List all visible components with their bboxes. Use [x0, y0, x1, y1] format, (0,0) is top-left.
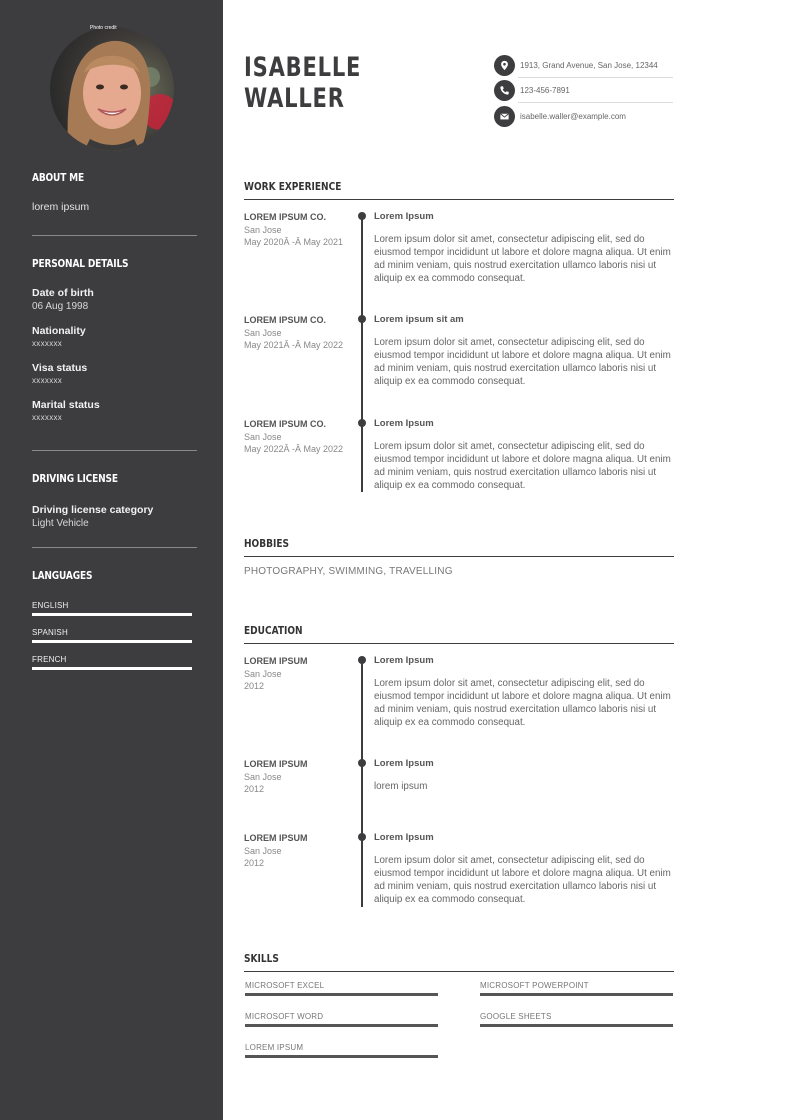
photo-credit: Photo credit [90, 25, 117, 31]
school-location: San Jose [244, 772, 282, 782]
language-level-bar [32, 613, 192, 616]
degree-title: Lorem Ipsum [374, 758, 434, 769]
work-entry-body [374, 314, 674, 388]
company-name: LOREM IPSUM CO. [244, 419, 327, 429]
school-location: San Jose [244, 846, 282, 856]
skill-name: MICROSOFT WORD [245, 1012, 324, 1021]
degree-title: Lorem Ipsum [374, 655, 434, 666]
email-text: isabelle.waller@example.com [520, 111, 626, 121]
education-heading-text: EDUCATION [244, 624, 303, 637]
languages-heading: LANGUAGES [32, 569, 93, 582]
location-icon [494, 55, 515, 76]
work-dates: May 2020Â -Â May 2021 [244, 237, 344, 247]
skill-item [245, 1012, 438, 1027]
candidate-name [244, 52, 361, 114]
about-heading: ABOUT ME [32, 171, 84, 184]
company-location: San Jose [244, 432, 282, 442]
dob-label: Date of birth [32, 287, 94, 299]
degree-description: Lorem ipsum dolor sit amet, consectetur adipiscing elit, sed do eiusmod tempor incididunt ut labore et dolore magna aliqua. Ut enim ad minim veniam, quis nostrud exercitation ullamco laboris nisi ut aliquip ex ea commodo consequat. [374, 678, 671, 728]
visa-value: xxxxxxx [32, 376, 63, 385]
divider [32, 450, 197, 451]
language-item [32, 628, 192, 643]
job-description: Lorem ipsum dolor sit amet, consectetur adipiscing elit, sed do eiusmod tempor incididunt ut labore et dolore magna aliqua. Ut enim ad minim veniam, quis nostrud exercitation ullamco laboris nisi ut aliquip ex ea commodo consequat. [374, 441, 671, 491]
personal-item [32, 362, 197, 385]
school-name: LOREM IPSUM [244, 833, 308, 843]
personal-item [32, 287, 197, 312]
divider [518, 102, 673, 103]
skill-level-bar [245, 993, 438, 996]
education-entry-meta [244, 832, 354, 869]
skill-item [245, 1043, 438, 1058]
visa-label: Visa status [32, 362, 88, 374]
skill-level-bar [245, 1055, 438, 1058]
driving-heading: DRIVING LICENSE [32, 472, 118, 485]
languages-section [32, 569, 197, 582]
hobbies-text: PHOTOGRAPHY, SWIMMING, TRAVELLING [244, 566, 453, 577]
timeline-dot [358, 759, 366, 767]
degree-title: Lorem Ipsum [374, 832, 434, 843]
address-text: 1913, Grand Avenue, San Jose, 12344 [520, 60, 658, 70]
language-name: ENGLISH [32, 601, 69, 610]
skill-item [480, 1012, 673, 1027]
email-icon [494, 106, 515, 127]
skill-name: MICROSOFT POWERPOINT [480, 981, 589, 990]
school-name: LOREM IPSUM [244, 656, 308, 666]
work-entry-body [374, 211, 674, 285]
skill-level-bar [480, 1024, 673, 1027]
work-entry-body [374, 418, 674, 492]
skills-heading [244, 949, 674, 972]
profile-photo [50, 27, 174, 151]
skills-heading-text: SKILLS [244, 952, 279, 965]
job-title: Lorem ipsum sit am [374, 314, 464, 325]
school-location: San Jose [244, 669, 282, 679]
work-entry-meta [244, 211, 354, 248]
first-name: ISABELLE [244, 52, 362, 83]
work-dates: May 2022Â -Â May 2022 [244, 444, 344, 454]
personal-item [32, 325, 197, 348]
job-title: Lorem Ipsum [374, 211, 434, 222]
education-entry-body [374, 758, 674, 793]
work-entry-meta [244, 418, 354, 455]
job-description: Lorem ipsum dolor sit amet, consectetur adipiscing elit, sed do eiusmod tempor incididunt ut labore et dolore magna aliqua. Ut enim ad minim veniam, quis nostrud exercitation ullamco laboris nisi ut aliquip ex ea commodo consequat. [374, 234, 671, 284]
divider [32, 547, 197, 548]
education-entry-body [374, 655, 674, 729]
education-entry-body [374, 832, 674, 906]
language-name: FRENCH [32, 655, 67, 664]
degree-description: Lorem ipsum dolor sit amet, consectetur adipiscing elit, sed do eiusmod tempor incididunt ut labore et dolore magna aliqua. Ut enim ad minim veniam, quis nostrud exercitation ullamco laboris nisi ut aliquip ex ea commodo consequat. [374, 855, 671, 905]
company-name: LOREM IPSUM CO. [244, 212, 327, 222]
degree-description: lorem ipsum [374, 781, 428, 792]
work-entry-meta [244, 314, 354, 351]
phone-icon [494, 80, 515, 101]
work-heading [244, 177, 674, 200]
personal-section [32, 257, 197, 422]
hobbies-heading-text: HOBBIES [244, 537, 289, 550]
marital-value: xxxxxxx [32, 413, 63, 422]
personal-item [32, 399, 197, 422]
education-entry-meta [244, 655, 354, 692]
about-section [32, 171, 197, 213]
driving-section [32, 472, 197, 529]
contact-address [494, 53, 674, 77]
job-description: Lorem ipsum dolor sit amet, consectetur adipiscing elit, sed do eiusmod tempor incididunt ut labore et dolore magna aliqua. Ut enim ad minim veniam, quis nostrud exercitation ullamco laboris nisi ut aliquip ex ea commodo consequat. [374, 337, 671, 387]
education-dates: 2012 [244, 858, 265, 868]
hobbies-heading [244, 534, 674, 557]
timeline-dot [358, 315, 366, 323]
education-dates: 2012 [244, 681, 265, 691]
timeline-dot [358, 656, 366, 664]
nationality-value: xxxxxxx [32, 339, 63, 348]
education-heading [244, 621, 674, 644]
phone-text: 123-456-7891 [520, 85, 570, 95]
skill-item [480, 981, 673, 996]
job-title: Lorem Ipsum [374, 418, 434, 429]
skill-name: GOOGLE SHEETS [480, 1012, 552, 1021]
school-name: LOREM IPSUM [244, 759, 308, 769]
personal-heading: PERSONAL DETAILS [32, 257, 129, 270]
language-level-bar [32, 667, 192, 670]
language-item [32, 655, 192, 670]
skill-name: LOREM IPSUM [245, 1043, 304, 1052]
sidebar [0, 0, 223, 1120]
work-heading-text: WORK EXPERIENCE [244, 180, 342, 193]
skill-level-bar [480, 993, 673, 996]
driving-label: Driving license category [32, 504, 154, 516]
timeline-dot [358, 833, 366, 841]
language-name: SPANISH [32, 628, 68, 637]
education-entry-meta [244, 758, 354, 795]
timeline-dot [358, 419, 366, 427]
last-name: WALLER [244, 83, 345, 114]
timeline-line [361, 216, 363, 492]
timeline-line [361, 660, 363, 907]
timeline-dot [358, 212, 366, 220]
skill-level-bar [245, 1024, 438, 1027]
company-name: LOREM IPSUM CO. [244, 315, 327, 325]
nationality-label: Nationality [32, 325, 86, 337]
skill-name: MICROSOFT EXCEL [245, 981, 325, 990]
work-dates: May 2021Â -Â May 2022 [244, 340, 344, 350]
company-location: San Jose [244, 225, 282, 235]
language-item [32, 601, 192, 616]
marital-label: Marital status [32, 399, 100, 411]
dob-value: 06 Aug 1998 [32, 301, 89, 312]
language-level-bar [32, 640, 192, 643]
skill-item [245, 981, 438, 996]
about-text: lorem ipsum [32, 201, 90, 213]
contact-phone [494, 78, 674, 102]
contact-email [494, 104, 674, 128]
company-location: San Jose [244, 328, 282, 338]
divider [32, 235, 197, 236]
education-dates: 2012 [244, 784, 265, 794]
driving-value: Light Vehicle [32, 518, 89, 529]
